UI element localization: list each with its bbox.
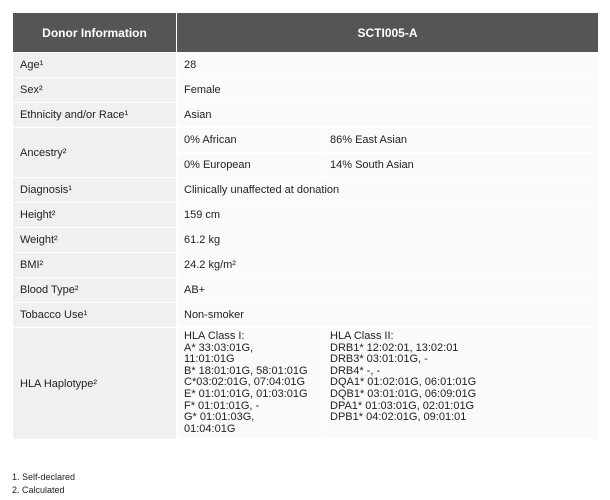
row-sex	[13, 78, 599, 103]
value-tobacco: Non-smoker	[177, 303, 599, 328]
label-bmi: BMI²	[13, 253, 177, 278]
hla-class2-line: DRB4* -, -	[330, 364, 381, 377]
hla-class1-line: HLA Class I:	[184, 330, 245, 342]
label-diagnosis: Diagnosis¹	[13, 178, 177, 203]
footnote-2: 2. Calculated	[12, 485, 65, 495]
row-tobacco	[13, 303, 599, 328]
row-height	[13, 203, 599, 228]
hla-class1-cell	[177, 328, 323, 440]
hla-class1-line: 01:04:01G	[184, 422, 236, 435]
hla-class2-line: DQA1* 01:02:01G, 06:01:01G	[330, 376, 477, 389]
row-bmi	[13, 253, 599, 278]
hla-class2-line: HLA Class II:	[330, 330, 394, 342]
row-diagnosis	[13, 178, 599, 203]
hla-class2-line: DQB1* 03:01:01G, 06:09:01G	[330, 387, 477, 400]
value-ancestry-african: 0% African	[177, 128, 323, 153]
label-tobacco: Tobacco Use¹	[13, 303, 177, 328]
label-ancestry: Ancestry²	[13, 128, 177, 178]
label-sex: Sex²	[13, 78, 177, 103]
value-age: 28	[177, 53, 599, 78]
label-height: Height²	[13, 203, 177, 228]
donor-info-table	[12, 12, 599, 440]
hla-class1-line: F* 01:01:01G, -	[184, 399, 260, 412]
value-sex: Female	[177, 78, 599, 103]
hla-class2-line: DPB1* 04:02:01G, 09:01:01	[330, 411, 467, 424]
value-height: 159 cm	[177, 203, 599, 228]
hla-class2-line: DRB1* 12:02:01, 13:02:01	[330, 341, 459, 354]
value-bmi: 24.2 kg/m²	[177, 253, 599, 278]
value-ethnicity: Asian	[177, 103, 599, 128]
row-age	[13, 53, 599, 78]
hla-class2-cell	[323, 328, 599, 440]
label-age: Age¹	[13, 53, 177, 78]
value-diagnosis: Clinically unaffected at donation	[177, 178, 599, 203]
value-ancestry-east-asian: 86% East Asian	[323, 128, 599, 153]
label-weight: Weight²	[13, 228, 177, 253]
hla-class1-line: E* 01:01:01G, 01:03:01G	[184, 387, 308, 400]
header-cell-line: SCTI005-A	[177, 13, 599, 53]
row-weight	[13, 228, 599, 253]
hla-class2-line: DPA1* 01:03:01G, 02:01:01G	[330, 399, 475, 412]
value-ancestry-south-asian: 14% South Asian	[323, 153, 599, 178]
value-ancestry-european: 0% European	[177, 153, 323, 178]
hla-class1-line: A* 33:03:01G,	[184, 341, 254, 354]
label-blood-type: Blood Type²	[13, 278, 177, 303]
row-hla	[13, 328, 599, 440]
hla-class1-line: B* 18:01:01G, 58:01:01G	[184, 364, 308, 377]
hla-class1-line: G* 01:01:03G,	[184, 411, 255, 424]
hla-class1-line: C*03:02:01G, 07:04:01G	[184, 376, 306, 389]
value-blood-type: AB+	[177, 278, 599, 303]
header-donor-information: Donor Information	[13, 13, 177, 53]
table-header-row	[13, 13, 599, 53]
label-ethnicity: Ethnicity and/or Race¹	[13, 103, 177, 128]
value-weight: 61.2 kg	[177, 228, 599, 253]
hla-class1-line: 11:01:01G	[184, 353, 235, 366]
label-hla: HLA Haplotype²	[13, 328, 177, 440]
hla-class2-line: DRB3* 03:01:01G, -	[330, 353, 428, 366]
row-blood-type	[13, 278, 599, 303]
footnote-1: 1. Self-declared	[12, 472, 76, 482]
row-ancestry-1	[13, 128, 599, 153]
row-ethnicity	[13, 103, 599, 128]
